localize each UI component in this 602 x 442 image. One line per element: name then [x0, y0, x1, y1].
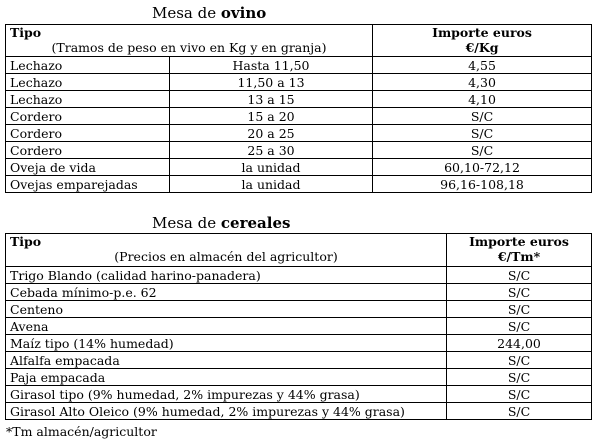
- cereales-title: [152, 214, 290, 232]
- ovino-cell-importe: 96,16-108,18: [373, 176, 592, 193]
- table-row: [6, 176, 592, 193]
- table-row: [6, 108, 592, 125]
- ovino-header-importe: [373, 25, 592, 57]
- ovino-cell-tramo: 13 a 15: [170, 91, 373, 108]
- cereales-cell-tipo: Cebada mínimo-p.e. 62: [6, 284, 447, 301]
- cereales-cell-tipo: Girasol tipo (9% humedad, 2% impurezas y 44% grasa): [6, 386, 447, 403]
- ovino-cell-importe: 4,55: [373, 57, 592, 74]
- cereales-cell-tipo: Maíz tipo (14% humedad): [6, 335, 447, 352]
- cereales-title-bold: cereales: [220, 214, 291, 232]
- ovino-header-importe-unit: €/Kg: [465, 40, 499, 55]
- ovino-cell-importe: 4,10: [373, 91, 592, 108]
- cereales-cell-tipo: Avena: [6, 318, 447, 335]
- cereales-cell-tipo: Alfalfa empacada: [6, 352, 447, 369]
- cereales-cell-tipo: Centeno: [6, 301, 447, 318]
- ovino-cell-importe: 4,30: [373, 74, 592, 91]
- ovino-cell-tipo: Lechazo: [6, 57, 170, 74]
- ovino-title: [152, 4, 266, 22]
- cereales-cell-importe: S/C: [447, 403, 592, 420]
- ovino-header-tipo-sub: (Tramos de peso en vivo en Kg y en granja): [51, 40, 327, 55]
- cereales-cell-importe: 244,00: [447, 335, 592, 352]
- table-row: [6, 159, 592, 176]
- ovino-cell-tramo: 25 a 30: [170, 142, 373, 159]
- ovino-cell-tramo: 15 a 20: [170, 108, 373, 125]
- ovino-header-importe-label: Importe euros: [432, 25, 532, 40]
- cereales-cell-importe: S/C: [447, 301, 592, 318]
- ovino-cell-tipo: Oveja de vida: [6, 159, 170, 176]
- table-row: [6, 125, 592, 142]
- ovino-cell-tipo: Lechazo: [6, 74, 170, 91]
- ovino-cell-tramo: 20 a 25: [170, 125, 373, 142]
- ovino-header-tipo-label: Tipo: [10, 25, 42, 40]
- table-row: [6, 352, 592, 369]
- cereales-footnote: *Tm almacén/agricultor: [6, 424, 157, 439]
- cereales-header-tipo-sub: (Precios en almacén del agricultor): [114, 249, 338, 264]
- table-row: [6, 301, 592, 318]
- cereales-title-prefix: Mesa de: [152, 214, 221, 232]
- cereales-header-row: [6, 234, 592, 267]
- ovino-cell-tipo: Cordero: [6, 108, 170, 125]
- cereales-cell-importe: S/C: [447, 284, 592, 301]
- table-row: [6, 284, 592, 301]
- cereales-cell-tipo: Trigo Blando (calidad harino-panadera): [6, 267, 447, 284]
- ovino-header-row: [6, 25, 592, 57]
- ovino-table: [5, 24, 592, 193]
- cereales-cell-importe: S/C: [447, 386, 592, 403]
- ovino-header-tipo: [6, 25, 373, 57]
- ovino-title-prefix: Mesa de: [152, 4, 221, 22]
- ovino-cell-tramo: Hasta 11,50: [170, 57, 373, 74]
- table-row: [6, 386, 592, 403]
- cereales-table: [5, 233, 592, 420]
- table-row: [6, 369, 592, 386]
- table-row: [6, 142, 592, 159]
- cereales-header-tipo-label: Tipo: [10, 234, 42, 249]
- table-row: [6, 318, 592, 335]
- ovino-cell-tramo: la unidad: [170, 159, 373, 176]
- ovino-cell-tipo: Cordero: [6, 125, 170, 142]
- table-row: [6, 91, 592, 108]
- cereales-cell-importe: S/C: [447, 352, 592, 369]
- cereales-cell-importe: S/C: [447, 318, 592, 335]
- cereales-cell-tipo: Paja empacada: [6, 369, 447, 386]
- ovino-title-bold: ovino: [220, 4, 267, 22]
- ovino-cell-tramo: la unidad: [170, 176, 373, 193]
- ovino-cell-tipo: Ovejas emparejadas: [6, 176, 170, 193]
- table-row: [6, 57, 592, 74]
- table-row: [6, 74, 592, 91]
- table-row: [6, 335, 592, 352]
- ovino-cell-importe: S/C: [373, 125, 592, 142]
- ovino-cell-tramo: 11,50 a 13: [170, 74, 373, 91]
- cereales-header-importe: [447, 234, 592, 267]
- cereales-header-importe-unit: €/Tm*: [497, 249, 541, 264]
- table-row: [6, 267, 592, 284]
- ovino-cell-tipo: Cordero: [6, 142, 170, 159]
- cereales-cell-importe: S/C: [447, 267, 592, 284]
- ovino-cell-importe: S/C: [373, 108, 592, 125]
- cereales-header-importe-label: Importe euros: [469, 234, 569, 249]
- ovino-cell-tipo: Lechazo: [6, 91, 170, 108]
- table-row: [6, 403, 592, 420]
- cereales-cell-tipo: Girasol Alto Oleico (9% humedad, 2% impurezas y 44% grasa): [6, 403, 447, 420]
- ovino-cell-importe: 60,10-72,12: [373, 159, 592, 176]
- cereales-cell-importe: S/C: [447, 369, 592, 386]
- ovino-cell-importe: S/C: [373, 142, 592, 159]
- cereales-header-tipo: [6, 234, 447, 267]
